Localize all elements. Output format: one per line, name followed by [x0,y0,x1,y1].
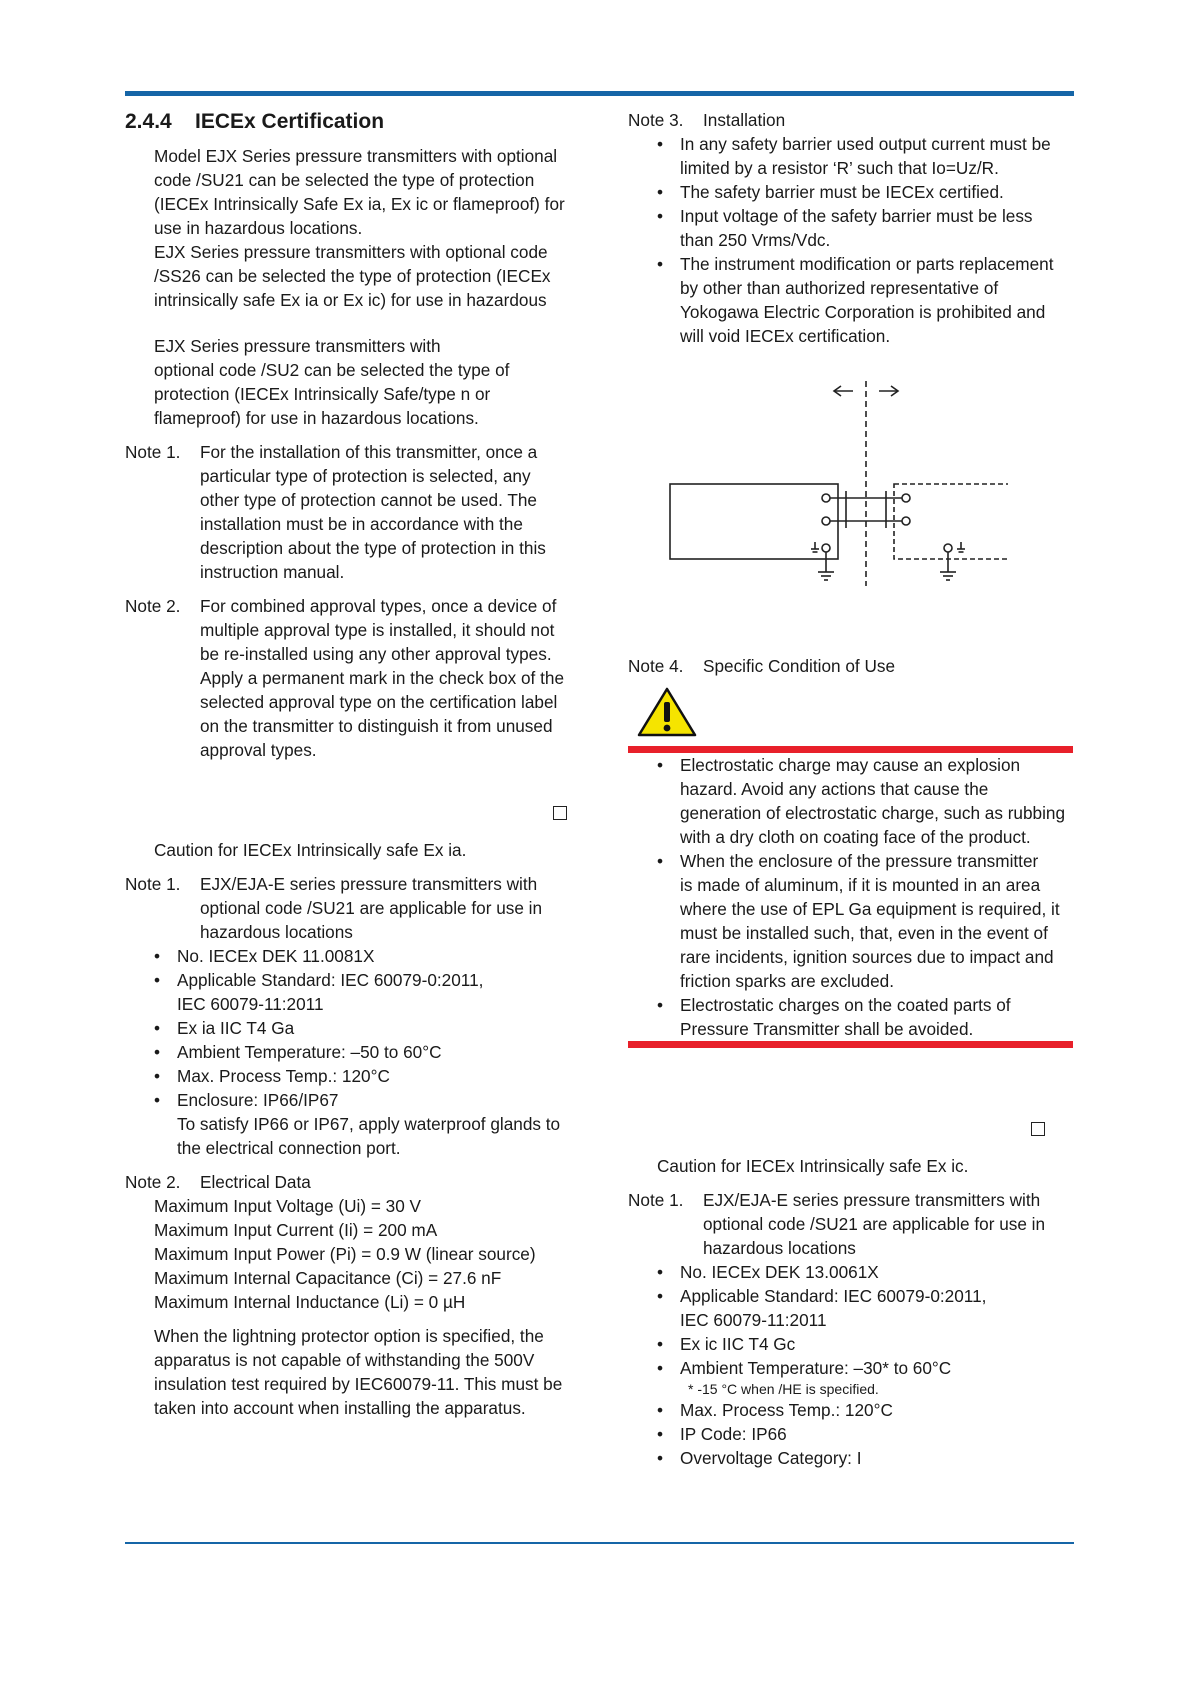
list-item: • Electrostatic charges on the coated parts of Pressure Transmitter shall be avoided. [657,993,1073,1041]
ex-ic-checkbox[interactable] [1031,1122,1045,1136]
bottom-rule [125,1542,1074,1544]
wiring-diagram-svg [648,376,1008,596]
note-3 [628,108,1073,132]
right-column [628,108,1073,1470]
installation-wiring-diagram [648,376,1073,602]
list-item: • Max. Process Temp.: 120°C [154,1064,595,1088]
note-title: Installation [703,110,786,130]
ex-ic-spec-list [628,1260,1073,1470]
list-item: • IP Code: IP66 [657,1422,1073,1446]
list-item: • Applicable Standard: IEC 60079-0:2011, IEC 60079-11:2011 [657,1284,1073,1332]
ex-ia-checkbox[interactable] [553,806,567,820]
list-item: • Ambient Temperature: –50 to 60°C [154,1040,595,1064]
section-number: 2.4.4 [125,110,172,133]
caution-ex-ic-title: Caution for IECEx Intrinsically safe Ex ic. [657,1156,969,1176]
note-1: Note 1. For the installation of this transmitter, once a particular type of protection is selected, any other type of protection cannot be used. The installation must be in accordance with the description about the type of protection in this instruction manual. [125,442,546,582]
warning-bar-bottom [628,1041,1073,1048]
list-item: • Applicable Standard: IEC 60079-0:2011, IEC 60079-11:2011 [154,968,595,1016]
section-title: IECEx Certification [195,110,385,133]
ex-ia-note-1: Note 1. EJX/EJA-E series pressure transmitters with optional code /SU21 are applicable for use in hazardous locations [125,874,543,942]
installation-list [628,132,1073,348]
list-item: • Overvoltage Category: I [657,1446,1073,1470]
list-item: • The instrument modification or parts replacement by other than authorized representative of Yokogawa Electric Corporation is prohibited and will void IECEx certification. [657,252,1073,348]
note-title: Electrical Data [200,1172,311,1192]
note-label: Note 2. [125,596,181,616]
note-2: Note 2. For combined approval types, once a device of multiple approval type is installed, it should not be re-installed using any other approval types. Apply a permanent mark in the check box of the selected approval type on the certification label on the transmitter to distinguish it from unused approval types. [125,596,565,760]
list-item: • The safety barrier must be IECEx certified. [657,180,1073,204]
note-label: Note 1. [125,874,181,894]
lightning-protector-paragraph: When the lightning protector option is specified, the apparatus is not capable of withstanding the 500V insulation test required by IEC60079-11. This must be taken into account when installing the apparatus. [154,1326,563,1418]
top-rule [125,91,1074,96]
note-4 [628,654,1073,678]
intro-paragraph-1: Model EJX Series pressure transmitters with optional code /SU21 can be selected the type of protection (IECEx Intrinsically Safe Ex ia, Ex ic or flameproof) for use in hazardous locations. [154,146,565,238]
section-heading [125,108,595,136]
caution-ex-ia-title: Caution for IECEx Intrinsically safe Ex ia. [154,840,467,860]
note-label: Note 1. [125,442,181,462]
list-item: • Electrostatic charge may cause an explosion hazard. Avoid any actions that cause the generation of electrostatic charge, such as rubbing with a dry cloth on coating face of the product. [657,753,1073,849]
list-item: • Ex ia IIC T4 Ga [154,1016,595,1040]
note-label: Note 1. [628,1190,684,1210]
intro-paragraph-3: EJX Series pressure transmitters with optional code /SU2 can be selected the type of protection (IECEx Intrinsically Safe/type n or flameproof) for use in hazardous locations. [154,336,510,428]
transmitter-box [670,484,838,559]
left-column [125,108,595,1420]
list-item: • Ex ic IIC T4 Gc [657,1332,1073,1356]
note-label: Note 2. [125,1172,181,1192]
ex-ia-note-2 [125,1170,595,1194]
electrical-data: Maximum Input Voltage (Ui) = 30 V Maximum Input Current (Ii) = 200 mA Maximum Input Power (Pi) = 0.9 W (linear source) Maximum Internal Capacitance (Ci) = 27.6 nF Maximum Internal Inductance (Li) = 0 µH [154,1196,536,1312]
warning-bar-top [628,746,1073,753]
footnote: * -15 °C when /HE is specified. [688,1381,879,1397]
list-item: • In any safety barrier used output current must be limited by a resistor ‘R’ such that Io=Uz/R. [657,132,1073,180]
note-label: Note 4. [628,656,684,676]
list-item: • Enclosure: IP66/IP67 To satisfy IP66 or IP67, apply waterproof glands to the electrical connection port. [154,1088,595,1160]
list-item: • Ambient Temperature: –30* to 60°C * -15 °C when /HE is specified. [657,1356,1073,1398]
list-item: • Input voltage of the safety barrier must be less than 250 Vrms/Vdc. [657,204,1073,252]
list-item: • No. IECEx DEK 11.0081X [154,944,595,968]
warning-triangle-icon [636,686,1073,744]
intro-paragraph-2: EJX Series pressure transmitters with optional code /SS26 can be selected the type of protection (IECEx intrinsically safe Ex ia or Ex ic) for use in hazardous [154,242,551,310]
note-title: Specific Condition of Use [703,656,896,676]
list-item: • No. IECEx DEK 13.0061X [657,1260,1073,1284]
list-item: • Max. Process Temp.: 120°C [657,1398,1073,1422]
ex-ia-spec-list [125,944,595,1160]
list-item: • When the enclosure of the pressure transmitter is made of aluminum, if it is mounted in an area where the use of EPL Ga equipment is required, it must be installed such, that, even in the event of rare incidents, ignition sources due to impact and friction sparks are excluded. [657,849,1073,993]
ex-ic-note-1: Note 1. EJX/EJA-E series pressure transmitters with optional code /SU21 are applicable for use in hazardous locations [628,1190,1046,1258]
safety-barrier-box [894,484,1008,559]
note-label: Note 3. [628,110,684,130]
specific-condition-list [628,753,1073,1041]
